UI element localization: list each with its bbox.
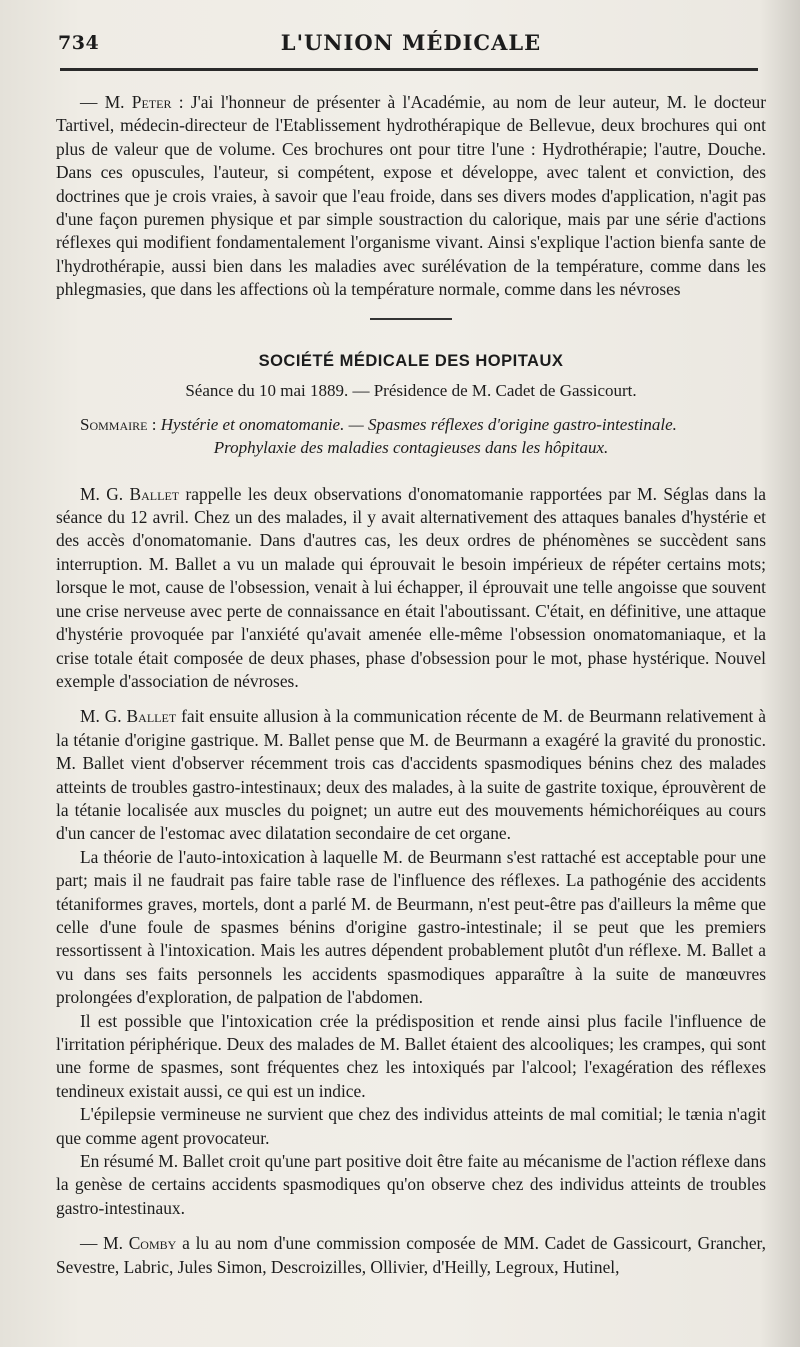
body-paragraph: [56, 1103, 766, 1150]
speaker-name: — M. Comby: [80, 1233, 177, 1254]
paragraph-text: fait ensuite allusion à la communication récente de M. de Beurmann relativement à la tétanie d'origine gastrique. M. Ballet pense que M. de Beurmann a exagéré la gravité du pronostic. M. Ballet vient d'observer récemment trois cas d'accidents spasmodiques bénins chez des malades atteints de troubles gastro-intestinaux; deux des malades, à la suite de gastrite toxique, éprouvèrent de la tétanie localisée aux muscles du poignet; un autre eut des mouvements hémichoréiques au cours d'un cancer de l'estomac avec dilatation secondaire de cet organe.: [56, 706, 766, 844]
body-paragraph: [56, 483, 766, 694]
paragraph-text: Il est possible que l'intoxication crée la prédisposition et rende ainsi plus facile l'influence de l'irritation périphérique. Deux des malades de M. Ballet étaient des alcooliques; les crampes, qui sont une forme de spasmes, sont fréquentes chez les intoxiqués par l'alcool; l'exagération des réflexes tendineux existait aussi, ce qui est un indice.: [56, 1010, 766, 1101]
summary-line-1: Hystérie et onomatomanie. — Spasmes réflexes d'origine gastro-intestinale.: [160, 414, 677, 434]
body-paragraph: [56, 705, 766, 845]
body-paragraph: [56, 1150, 766, 1220]
journal-title: L'UNION MÉDICALE: [280, 30, 542, 55]
separator-rule: [370, 318, 452, 320]
header-rule: [60, 68, 758, 71]
summary-label: Sommaire :: [80, 414, 157, 434]
intro-paragraph: — M. Peter : J'ai l'honneur de présenter à l'Académie, au nom de leur auteur, M. le docteur Tartivel, médecin-directeur de l'Etablissement hydrothérapique de Bellevue, deux brochures qui ont plus de valeur que de volume. Ces brochures ont pour titre l'une : Hydrothérapie; l'autre, Douche. Dans ces opuscules, l'auteur, si compétent, expose et développe, avec talent et conviction, des doctrines que je crois vraies, à savoir que l'eau froide, dans ses divers modes d'application, n'agit pas d'une façon puremen physique et par simple soustraction du calorique, mais par une série d'actions réflexes qui modifient fondamentalement l'organisme vivant. Ainsi s'explique l'action bienfa sante de l'hydrothérapie, aussi bien dans les maladies avec surélévation de la température, comme dans les phlegmasies, que dans les affections où la température normale, comme dans les névroses: [56, 92, 767, 300]
paragraph-text: a lu au nom d'une commission composée de MM. Cadet de Gassicourt, Grancher, Sevestre, Labric, Jules Simon, Descroizilles, Ollivier, d'Heilly, Legroux, Hutinel,: [56, 1233, 766, 1277]
body-paragraph: [56, 1010, 766, 1104]
paragraph-text: En résumé M. Ballet croit qu'une part positive doit être faite au mécanisme de l'action réflexe dans la genèse de certains accidents spasmodiques qu'on observe chez des individus atteints de troubles gastro-intestinaux.: [56, 1151, 766, 1218]
speaker-name: M. Peter: [104, 92, 172, 112]
speaker-name: M. G. Ballet: [80, 706, 177, 727]
page-header: [56, 28, 766, 62]
session-line: Séance du 10 mai 1889. — Présidence de M. Cadet de Gassicourt.: [185, 380, 637, 400]
body-paragraph: [56, 1232, 766, 1279]
paragraph-text: J'ai l'honneur de présenter à l'Académie, au nom de leur auteur, M. le docteur Tartivel, médecin-directeur de l'Etablissement hydrothérapique de Bellevue, deux brochures qui ont plus de valeur que de volume. Ces brochures ont pour titre l'une : Hydrothérapie; l'autre, Douche. Dans ces opuscules, l'auteur, si compétent, expose et développe, avec talent et conviction, des doctrines que je crois vraies, à savoir que l'eau froide, dans ses divers modes d'application, n'agit pas d'une façon puremen physique et par simple soustraction du calorique, mais par une série d'actions réflexes qui modifient fondamentalement l'organisme vivant. Ainsi s'explique l'action bienfa sante de l'hydrothérapie, aussi bien dans les maladies avec surélévation de la température, comme dans les phlegmasies, que dans les affections où la température normale, comme dans les névroses: [56, 92, 767, 300]
paragraph-text: La théorie de l'auto-intoxication à laquelle M. de Beurmann s'est rattaché est acceptable pour une part; mais il ne faudrait pas faire table rase de l'influence des réflexes. La pathogénie des accidents tétaniformes graves, mortels, dont a parlé M. de Beurmann, n'est peut-être pas d'ailleurs la même que celle d'une foule de spasmes bénins d'origine gastro-intestinale; il se peut que les premiers ressortissent à l'intoxication. Mais les autres dépendent probablement plutôt d'un réflexe. M. Ballet a vu dans ses faits personnels les accidents spasmodiques apparaître à la suite de manœuvres prolongées d'exploration, de palpation de l'abdomen.: [56, 846, 766, 1008]
summary: [56, 413, 766, 459]
paragraph-text: L'épilepsie vermineuse ne survient que chez des individus atteints de mal comitial; le tænia n'agit que comme agent provocateur.: [56, 1104, 766, 1148]
body-paragraph: [56, 846, 766, 1010]
page-number: 734: [58, 32, 100, 54]
summary-line-2: Prophylaxie des maladies contagieuses dans les hôpitaux.: [213, 437, 609, 457]
speaker-name: M. G. Ballet: [80, 483, 180, 504]
section-title: SOCIÉTÉ MÉDICALE DES HOPITAUX: [258, 351, 564, 370]
paragraph-text: rappelle les deux observations d'onomatomanie rapportées par M. Séglas dans la séance du 12 avril. Chez un des malades, il y avait alternativement des attaques banales d'hystérie et des accès d'onomatomanie. Dans d'autres cas, les deux ordres de phénomènes se succèdent sans interruption. M. Ballet a vu un malade qui éprouvait le besoin impérieux de répéter certains mots; lorsque le mot, cause de l'obsession, venait à lui échapper, il éprouvait une telle angoisse que souvent une crise nerveuse avec perte de connaissance en était l'aboutissant. C'était, en définitive, une attaque d'hystérie provoquée par l'anxiété qu'avait amenée elle-même l'obsession onomatomaniaque, et la crise totale était composée de deux phases, phase d'obsession pour le mot, phase hystérique. Nouvel exemple d'association de névroses.: [56, 483, 766, 691]
